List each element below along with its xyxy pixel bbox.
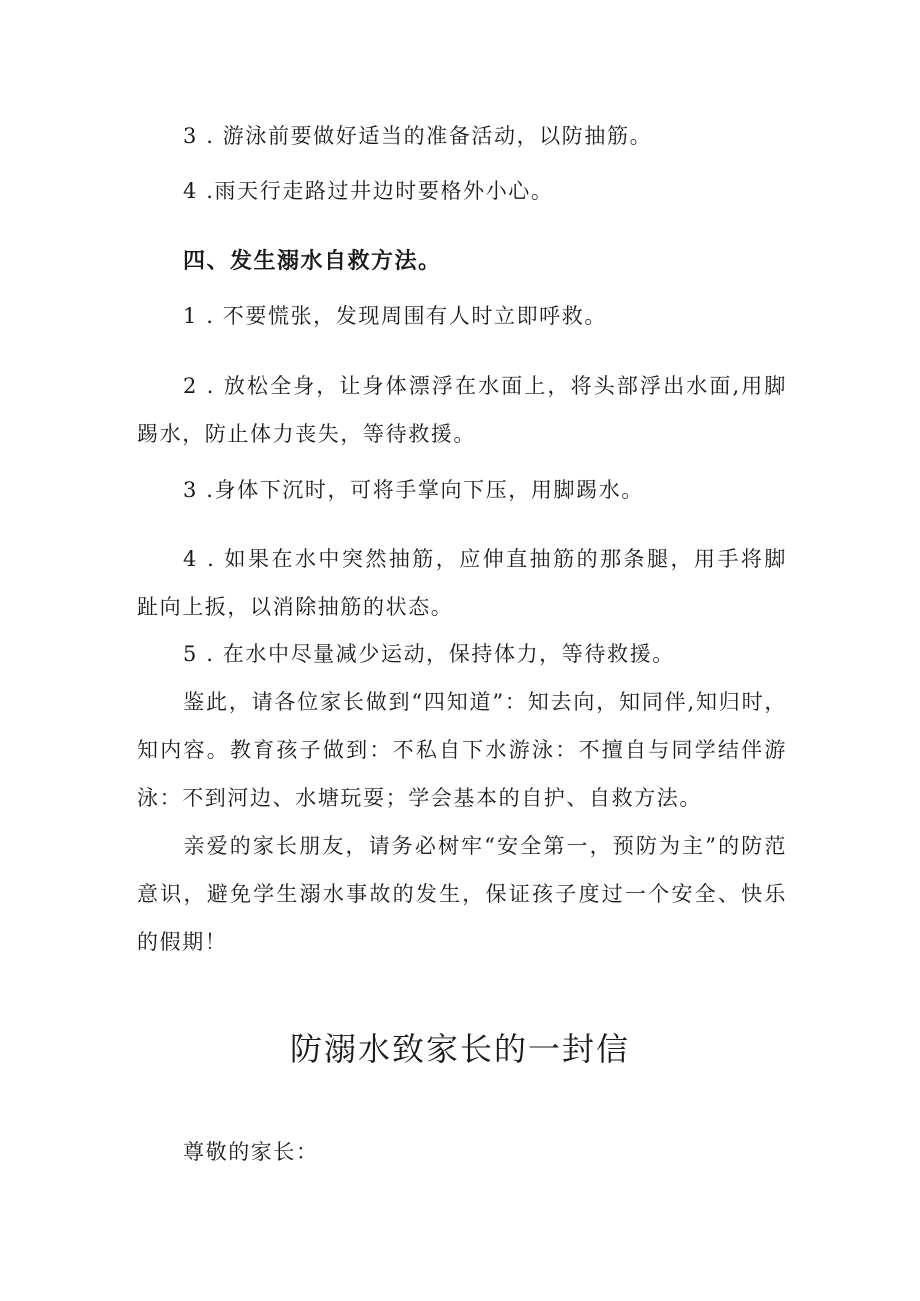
body-paragraph [137,822,787,966]
item-text: 5 . 在水中尽量减少运动，保持体力，等待救援。 [183,642,675,666]
letter-title: 防溺水致家长的一封信 [289,1030,630,1068]
body-paragraph [137,678,787,822]
list-item [137,362,787,458]
item-text: 3 .身体下沉时，可将手掌向下压，用脚踢水。 [183,478,644,502]
salutation [137,1128,787,1176]
item-text: 2 . 放松全身，让身体漂浮在水面上，将头部浮出水面,用脚踢水，防止体力丧失，等待救援。 [137,374,787,446]
list-item [137,630,787,678]
item-text: 1 . 不要慌张，发现周围有人时立即呼救。 [183,304,607,328]
salutation-text: 尊敬的家长： [183,1140,319,1164]
paragraph-text: 鉴此，请各位家长做到“四知道”：知去向，知同伴,知归时，知内容。教育孩子做到：不私自下水游泳：不擅自与同学结伴游泳：不到河边、水塘玩耍；学会基本的自护、自救方法。 [137,690,787,810]
section-heading: 四、发生溺水自救方法。 [183,249,442,274]
list-item [137,112,787,160]
list-item [137,167,787,215]
list-item [137,535,787,631]
list-item [137,466,787,514]
item-text: 3 . 游泳前要做好适当的准备活动，以防抽筋。 [183,124,653,148]
paragraph-text: 亲爱的家长朋友，请务必树牢“安全第一，预防为主”的防范意识，避免学生溺水事故的发生，保证孩子度过一个安全、快乐的假期！ [137,834,787,954]
item-text: 4 . 如果在水中突然抽筋，应伸直抽筋的那条腿，用手将脚趾向上扳，以消除抽筋的状态。 [137,547,787,619]
list-item [137,292,787,340]
item-text: 4 .雨天行走路过井边时要格外小心。 [183,179,554,203]
